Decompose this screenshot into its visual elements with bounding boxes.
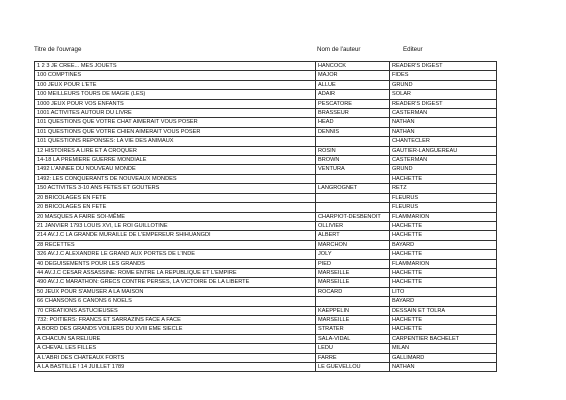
cell-title[interactable]: 101 QUESTIONS QUE VOTRE CHAT AIMERAIT VOUS POSER — [35, 118, 316, 127]
cell-author[interactable]: VENTURA — [316, 165, 390, 174]
table-row — [35, 353, 497, 362]
cell-title[interactable]: 101 QUESTIONS REPONSES: LA VIE DES ANIMAUX — [35, 137, 316, 146]
cell-editor[interactable]: GALLIMARD — [390, 353, 497, 362]
cell-author[interactable]: ADAIR — [316, 90, 390, 99]
cell-editor[interactable]: HACHETTE — [390, 221, 497, 230]
cell-editor[interactable]: CARPENTIER BACHELET — [390, 334, 497, 343]
cell-author[interactable]: LE GUEVELLOU — [316, 363, 390, 372]
cell-author[interactable]: MARSEILLE — [316, 315, 390, 324]
cell-editor[interactable]: FIDES — [390, 71, 497, 80]
cell-editor[interactable]: GRUND — [390, 80, 497, 89]
table-row — [35, 221, 497, 230]
cell-author[interactable]: CHARPIOT-DESBENOIT — [316, 212, 390, 221]
table-row — [35, 212, 497, 221]
table-row — [35, 62, 497, 71]
cell-author[interactable]: PIED — [316, 259, 390, 268]
cell-author[interactable] — [316, 137, 390, 146]
cell-editor[interactable]: HACHETTE — [390, 250, 497, 259]
cell-author[interactable]: BROWN — [316, 156, 390, 165]
table-row — [35, 203, 497, 212]
table-row — [35, 156, 497, 165]
cell-title[interactable]: 326 AV.J.C ALEXANDRE LE GRAND AUX PORTES DE L'INDE — [35, 250, 316, 259]
cell-title[interactable]: A L'ABRI DES CHATEAUX FORTS — [35, 353, 316, 362]
table-row — [35, 184, 497, 193]
table-row — [35, 297, 497, 306]
cell-title[interactable]: 70 CREATIONS ASTUCIEUSES — [35, 306, 316, 315]
header-editor: Editeur — [403, 46, 423, 53]
cell-author[interactable]: KAEPPELIN — [316, 306, 390, 315]
cell-title[interactable]: A CHACUN SA RELIURE — [35, 334, 316, 343]
table-row — [35, 363, 497, 372]
cell-editor[interactable]: NATHAN — [390, 127, 497, 136]
cell-title[interactable]: 12 HISTOIRES A LIRE ET A CROQUER — [35, 146, 316, 155]
cell-author[interactable]: MARSEILLE — [316, 278, 390, 287]
column-headers — [34, 45, 494, 55]
cell-author[interactable]: ALBERT — [316, 231, 390, 240]
book-table-body — [35, 62, 497, 372]
cell-editor[interactable]: HACHETTE — [390, 325, 497, 334]
cell-title[interactable]: 150 ACTIVITES 3-10 ANS FETES ET GOUTERS — [35, 184, 316, 193]
cell-title[interactable]: 100 COMPTINES — [35, 71, 316, 80]
table-row — [35, 250, 497, 259]
cell-editor[interactable]: MILAN — [390, 344, 497, 353]
cell-title[interactable]: 214 AV.J.C LA GRANDE MURAILLE DE L'EMPEREUR SHIHUANGDI — [35, 231, 316, 240]
cell-editor[interactable]: GRUND — [390, 165, 497, 174]
table-row — [35, 109, 497, 118]
cell-author[interactable]: STRATER — [316, 325, 390, 334]
cell-author[interactable]: HEAD — [316, 118, 390, 127]
cell-title[interactable]: 732: POITIERS: FRANCS ET SARRAZINS FACE A FACE — [35, 315, 316, 324]
table-row — [35, 71, 497, 80]
cell-title[interactable]: 14-18 LA PREMIERE GUERRE MONDIALE — [35, 156, 316, 165]
cell-author[interactable] — [316, 193, 390, 202]
cell-editor[interactable]: BAYARD — [390, 297, 497, 306]
cell-author[interactable]: BRASSEUR — [316, 109, 390, 118]
cell-editor[interactable]: NATHAN — [390, 363, 497, 372]
table-row — [35, 146, 497, 155]
cell-editor[interactable]: HACHETTE — [390, 174, 497, 183]
table-row — [35, 325, 497, 334]
cell-title[interactable]: 44 AV.J.C CESAR ASSASSINE: ROME ENTRE LA REPUBLIQUE ET L'EMPIRE — [35, 268, 316, 277]
cell-title[interactable]: 101 QUESTIONS QUE VOTRE CHIEN AIMERAIT VOUS POSER — [35, 127, 316, 136]
cell-author[interactable]: OLLIVIER — [316, 221, 390, 230]
cell-editor[interactable]: READER'S DIGEST — [390, 99, 497, 108]
cell-editor[interactable]: FLAMMARION — [390, 259, 497, 268]
cell-editor[interactable]: CASTERMAN — [390, 109, 497, 118]
cell-title[interactable]: A LA BASTILLE ! 14 JUILLET 1789 — [35, 363, 316, 372]
table-row — [35, 240, 497, 249]
cell-author[interactable]: HANCOCK — [316, 62, 390, 71]
cell-title[interactable]: 20 BRICOLAGES EN FETE — [35, 193, 316, 202]
cell-author[interactable]: LEDU — [316, 344, 390, 353]
cell-title[interactable]: A CHEVAL LES FILLES — [35, 344, 316, 353]
table-row — [35, 315, 497, 324]
cell-author[interactable]: DENNIS — [316, 127, 390, 136]
table-row — [35, 231, 497, 240]
cell-title[interactable]: 1492: LES CONQUERANTS DE NOUVEAUX MONDES — [35, 174, 316, 183]
cell-title[interactable]: 66 CHANSONS 6 CANONS 6 NOELS — [35, 297, 316, 306]
cell-author[interactable]: MARCHON — [316, 240, 390, 249]
cell-editor[interactable]: FLEURUS — [390, 193, 497, 202]
header-author: Nom de l'auteur — [317, 46, 361, 53]
cell-editor[interactable]: LITO — [390, 287, 497, 296]
cell-author[interactable]: JOLY — [316, 250, 390, 259]
table-row — [35, 278, 497, 287]
cell-title[interactable]: 1492 L'ANNEE DU NOUVEAU MONDE — [35, 165, 316, 174]
cell-editor[interactable]: GAUTIER-LANGUEREAU — [390, 146, 497, 155]
table-row — [35, 268, 497, 277]
cell-title[interactable]: A BORD DES GRANDS VOILIERS DU XVIII EME SIECLE — [35, 325, 316, 334]
cell-editor[interactable]: NATHAN — [390, 118, 497, 127]
cell-title[interactable]: 50 JEUX POUR S'AMUSER A LA MAISON — [35, 287, 316, 296]
cell-editor[interactable]: CHANTECLER — [390, 137, 497, 146]
cell-author[interactable]: MAJOR — [316, 71, 390, 80]
cell-editor[interactable]: HACHETTE — [390, 231, 497, 240]
cell-author[interactable]: ROSIN — [316, 146, 390, 155]
cell-title[interactable]: 1000 JEUX POUR VOS ENFANTS — [35, 99, 316, 108]
table-row — [35, 165, 497, 174]
cell-title[interactable]: 100 JEUX POUR L'ETE — [35, 80, 316, 89]
cell-title[interactable]: 1001 ACTIVITES AUTOUR DU LIVRE — [35, 109, 316, 118]
cell-editor[interactable]: FLAMMARION — [390, 212, 497, 221]
cell-author[interactable] — [316, 174, 390, 183]
cell-editor[interactable]: RETZ — [390, 184, 497, 193]
table-row — [35, 174, 497, 183]
cell-author[interactable]: LANGROGNET — [316, 184, 390, 193]
cell-editor[interactable]: CASTERMAN — [390, 156, 497, 165]
cell-author[interactable]: ROCARD — [316, 287, 390, 296]
cell-editor[interactable]: FLEURUS — [390, 203, 497, 212]
cell-title[interactable]: 1 2 3 JE CREE... MES JOUETS — [35, 62, 316, 71]
cell-author[interactable]: MARSEILLE — [316, 268, 390, 277]
table-row — [35, 90, 497, 99]
cell-title[interactable]: 28 RECETTES — [35, 240, 316, 249]
cell-author[interactable]: ALLUE — [316, 80, 390, 89]
table-row — [35, 127, 497, 136]
table-row — [35, 118, 497, 127]
cell-editor[interactable]: SOLAR — [390, 90, 497, 99]
cell-title[interactable]: 20 BRICOLAGES EN FETE — [35, 203, 316, 212]
header-title: Titre de l'ouvrage — [34, 46, 82, 53]
book-table — [34, 61, 497, 372]
cell-editor[interactable]: HACHETTE — [390, 278, 497, 287]
table-row — [35, 287, 497, 296]
cell-author[interactable]: SALA-VIDAL — [316, 334, 390, 343]
cell-title[interactable]: 490 AV.J.C MARATHON: GRECS CONTRE PERSES, LA VICTOIRE DE LA LIBERTE — [35, 278, 316, 287]
table-row — [35, 193, 497, 202]
cell-editor[interactable]: HACHETTE — [390, 315, 497, 324]
cell-title[interactable]: 21 JANVIER 1793 LOUIS XVI, LE ROI GUILLOTINE — [35, 221, 316, 230]
table-row — [35, 306, 497, 315]
cell-title[interactable]: 20 MASQUES A FAIRE SOI-MÊME — [35, 212, 316, 221]
table-row — [35, 259, 497, 268]
cell-author[interactable] — [316, 297, 390, 306]
table-row — [35, 334, 497, 343]
table-row — [35, 99, 497, 108]
cell-title[interactable]: 40 DEGUISEMENTS POUR LES GRANDS — [35, 259, 316, 268]
cell-editor[interactable]: DESSAIN ET TOLRA — [390, 306, 497, 315]
table-row — [35, 344, 497, 353]
table-row — [35, 137, 497, 146]
cell-editor[interactable]: HACHETTE — [390, 268, 497, 277]
cell-author[interactable] — [316, 203, 390, 212]
table-row — [35, 80, 497, 89]
cell-title[interactable]: 100 MEILLEURS TOURS DE MAGIE (LES) — [35, 90, 316, 99]
cell-editor[interactable]: BAYARD — [390, 240, 497, 249]
cell-editor[interactable]: READER'S DIGEST — [390, 62, 497, 71]
cell-author[interactable]: PESCATORE — [316, 99, 390, 108]
cell-author[interactable]: FARRE — [316, 353, 390, 362]
